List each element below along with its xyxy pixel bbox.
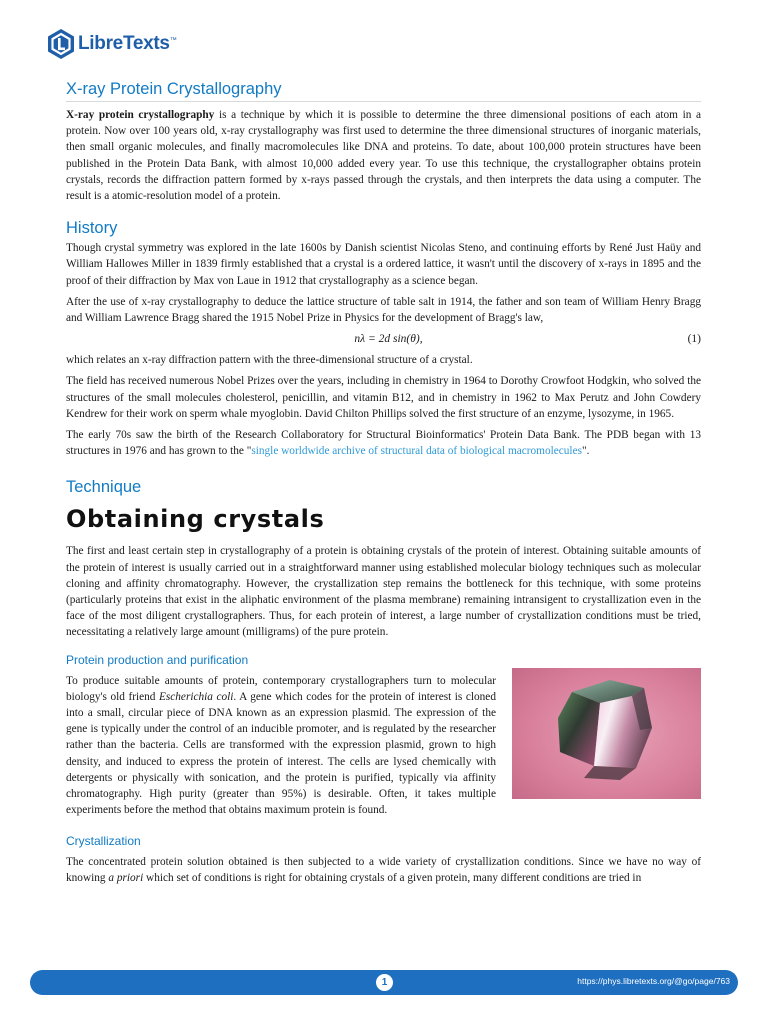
protein-crystal-image (512, 668, 701, 799)
subheading-crystallization: Crystallization (66, 833, 141, 848)
page-footer (30, 970, 738, 995)
page-content (66, 78, 701, 886)
logo-wordmark: LibreTexts™ (78, 33, 177, 54)
libretexts-hexagon-icon (46, 28, 76, 60)
paragraph-history-4: The field has received numerous Nobel Prizes over the years, including in chemistry in 1964 to Dorothy Crowfoot Hodgkin, who solved the structures of the small molecules cholesterol, penicillin, and vitamin B12, and in chemistry in 1962 to Max Perutz and John Cowdery Kendrew for their work on sperm whale myoglobin. David Chilton Phillips solved the first structure of an enzyme, lysozyme, in 1965. (66, 375, 701, 420)
paragraph-production: To produce suitable amounts of protein, contemporary crystallographers turn to molecular biology's old friend Escherichia coli. A gene which codes for the protein of interest is cloned into a small, circular piece of DNA known as an expression plasmid. The expression of the gene is typically under the control of an inducible promoter, and is regulated by the researcher rather than the bacteria. Cells are transformed with the expression plasmid, grown to high density, and induced to express the protein of interest. The cells are lysed chemically with detergents or physically with sonication, and the protein is purified, typically via affinity chromatography. High purity (greater than 95%) is desirable. Often, it takes multiple experiments before the method that obtains maximum protein is found. (66, 674, 496, 817)
paragraph-history-2: After the use of x-ray crystallography to deduce the lattice structure of table salt in 1914, the father and son team of William Henry Bragg and William Lawrence Bragg shared the 1915 Nobel Prize in Physics for the development of Bragg's law, (66, 295, 701, 325)
equation-body: nλ = 2d sin(θ), (354, 333, 423, 346)
paragraph-history-1: Though crystal symmetry was explored in the late 1600s by Danish scientist Nicolas Steno, and continuing efforts by René Just Haüy and William Hallowes Miller in 1839 firmly established that a crystal is a ordered lattice, it wasn't until the discovery of x-rays in 1895 and the proof of their diffraction by Max von Laue in 1912 that crystallography as a science began. (66, 242, 701, 287)
production-section (66, 652, 701, 819)
equation-braggs-law (66, 326, 701, 352)
subheading-production: Protein production and purification (66, 652, 249, 667)
footer-page-url[interactable]: https://phys.libretexts.org/@go/page/763 (577, 976, 730, 986)
page-number-badge: 1 (376, 974, 393, 991)
paragraph-obtaining: The first and least certain step in crystallography of a protein is obtaining crystals of the protein of interest. Obtaining suitable amounts of the protein of interest is usually carried out in a straightforward manner using established molecular biology techniques such as molecular cloning and affinity chromatography. However, the crystallization step remains the bottleneck for this technique, with some proteins (particularly proteins that exist in the aliphatic environment of the plasma membrane) remaining intransigent to crystallization even in the face of the most diligent crystallographers. Thus, for each protein of interest, a large number of crystallization conditions must be tried, necessitating a relatively large amount (milligrams) of the pure protein. (66, 545, 701, 639)
paragraph-history-3: which relates an x-ray diffraction pattern with the three-dimensional structure of a crystal. (66, 354, 473, 367)
paragraph-history-5: The early 70s saw the birth of the Research Collaboratory for Structural Bioinformatics' Protein Data Bank. The PDB began with 13 structures in 1976 and has grown to the "single worldwide archive of structural data of biological macromolecules". (66, 429, 701, 458)
section-heading-xray: X-ray Protein Crystallography (66, 78, 701, 102)
section-heading-history: History (66, 219, 118, 238)
section-heading-technique: Technique (66, 478, 142, 497)
heading-obtaining-crystals: Obtaining crystals (66, 505, 325, 534)
equation-number: (1) (687, 333, 701, 346)
bold-term: X-ray protein crystallography (66, 109, 215, 121)
paragraph-intro: X-ray protein crystallography is a technique by which it is possible to determine the three dimensional positions of each atom in a protein. Now over 100 years old, x-ray crystallography was first used to determine the three dimensional structures of inorganic materials, then small organic molecules, and finally macromolecules like DNA and proteins. To date, about 100,000 protein structures have been published in the Protein Data Bank, with almost 10,000 added every year. To use this technique, the crystallographer obtains protein crystals, records the diffraction pattern formed by x-rays passed through the crystals, and then interprets the data using a computer. The result is a atomic-resolution model of a protein. (66, 109, 701, 203)
paragraph-crystallization: The concentrated protein solution obtained is then subjected to a wide variety of crystallization conditions. Since we have no way of knowing a priori which set of conditions is right for obtaining crystals of a given protein, many different conditions are tried in (66, 855, 701, 884)
libretexts-logo[interactable] (46, 27, 176, 61)
pdb-archive-link[interactable]: single worldwide archive of structural data of biological macromolecules (251, 445, 582, 458)
